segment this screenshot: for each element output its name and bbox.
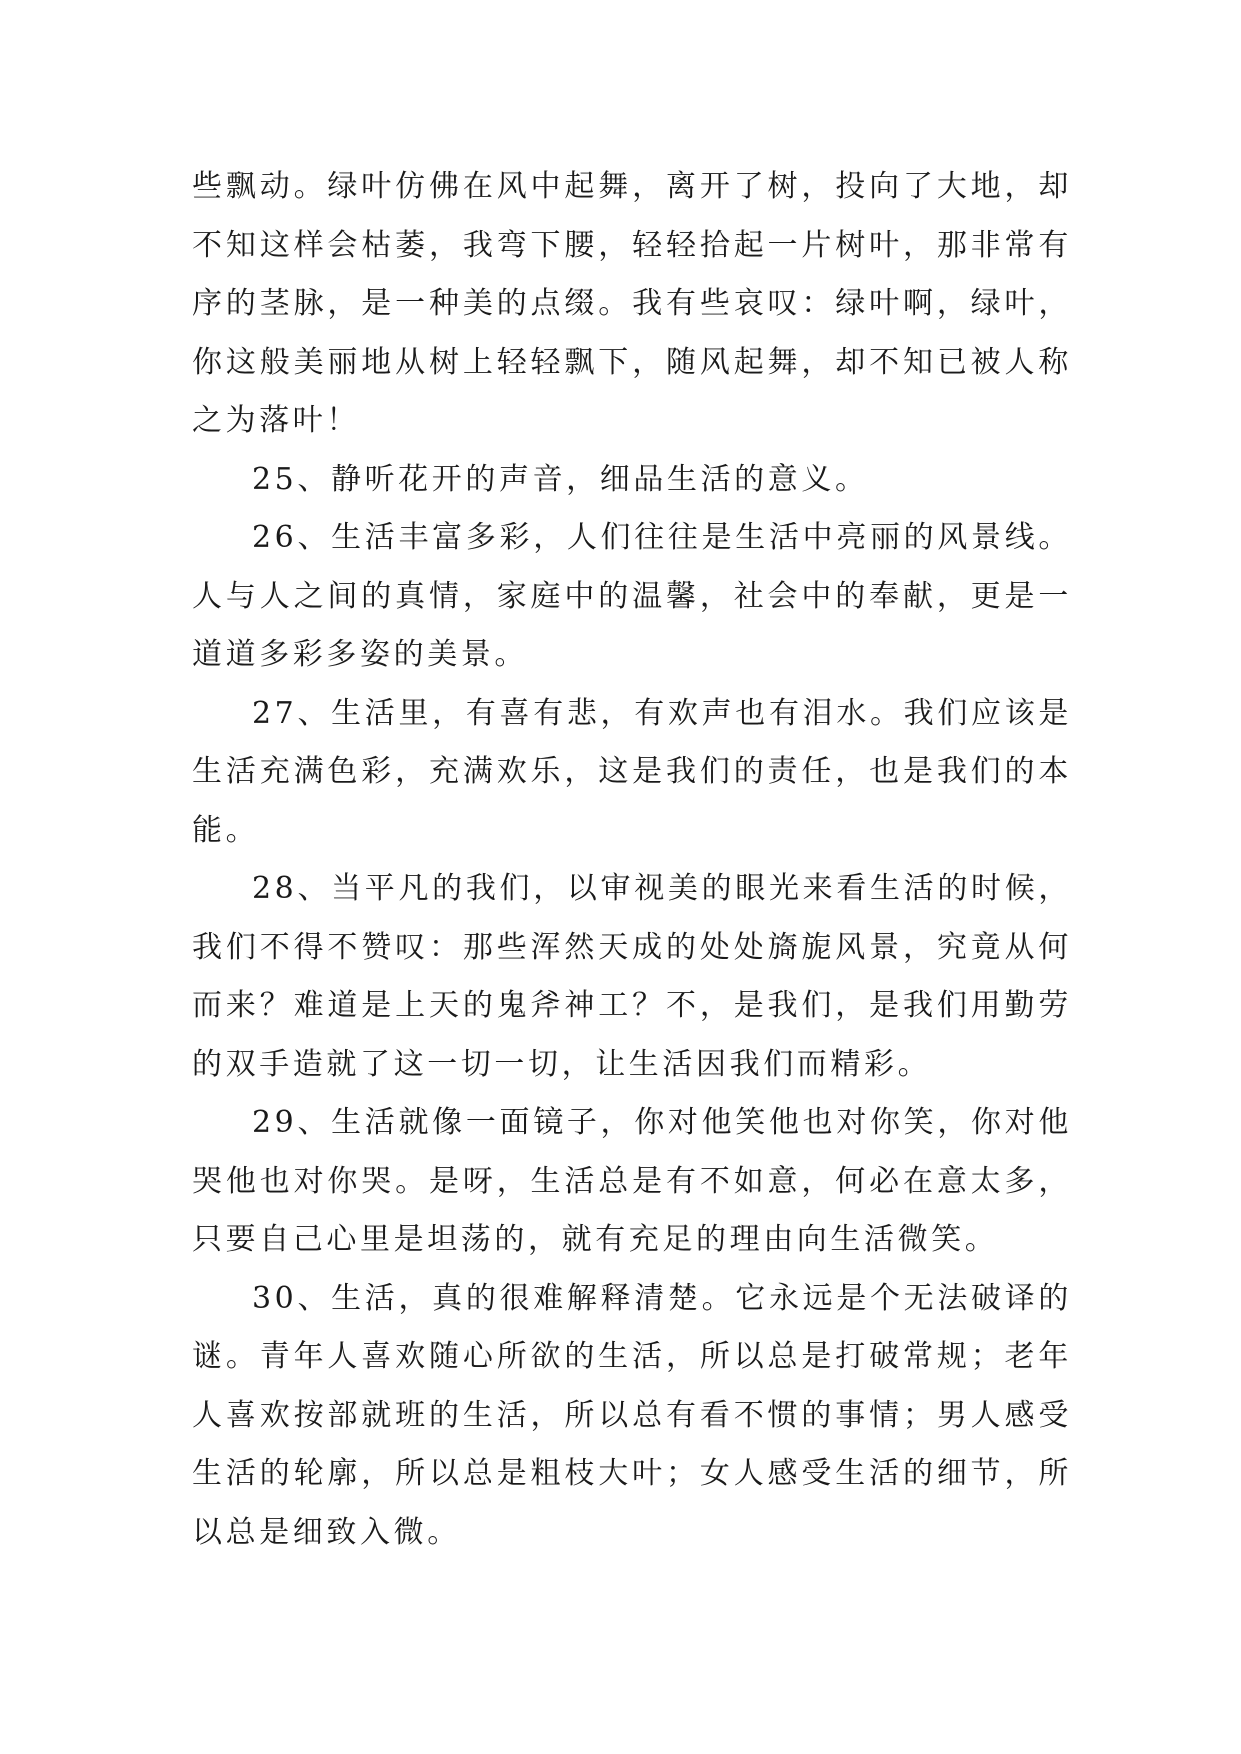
paragraph-30: 30、生活，真的很难解释清楚。它永远是个无法破译的谜。青年人喜欢随心所欲的生活，所以总是打破常规；老年人喜欢按部就班的生活，所以总有看不惯的事情；男人感受生活的轮廓，所以总是粗枝大叶；女人感受生活的细节，所以总是细致入微。	[192, 1280, 1072, 1550]
paragraph-27: 27、生活里，有喜有悲，有欢声也有泪水。我们应该是生活充满色彩，充满欢乐，这是我们的责任，也是我们的本能。	[192, 695, 1072, 848]
paragraph-29: 29、生活就像一面镜子，你对他笑他也对你笑，你对他哭他也对你哭。是呀，生活总是有不如意，何必在意太多，只要自己心里是坦荡的，就有充足的理由向生活微笑。	[192, 1105, 1072, 1257]
paragraph-25: 25、静听花开的声音，细品生活的意义。	[252, 461, 869, 497]
paragraph-continued: 些飘动。绿叶仿佛在风中起舞，离开了树，投向了大地，却不知这样会枯萎，我弯下腰，轻轻拾起一片树叶，那非常有序的茎脉，是一种美的点缀。我有些哀叹：绿叶啊，绿叶，你这般美丽地从树上轻轻飘下，随风起舞，却不知已被人称之为落叶！	[192, 169, 1072, 438]
paragraph-28: 28、当平凡的我们，以审视美的眼光来看生活的时候，我们不得不赞叹：那些浑然天成的处处旖旎风景，究竟从何而来？难道是上天的鬼斧神工？不，是我们，是我们用勤劳的双手造就了这一切一切，让生活因我们而精彩。	[192, 871, 1072, 1082]
paragraph-26: 26、生活丰富多彩，人们往往是生活中亮丽的风景线。人与人之间的真情，家庭中的温馨，社会中的奉献，更是一道道多彩多姿的美景。	[192, 520, 1072, 672]
body-text	[192, 158, 1072, 1562]
